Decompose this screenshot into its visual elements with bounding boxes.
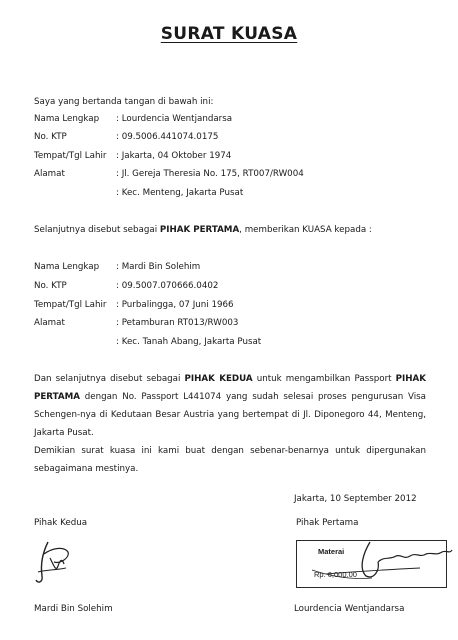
- body-paragraph-2: Demikian surat kuasa ini kami buat dengan sebenar-benarnya untuk dipergunakan sebagaimana mestinya.: [34, 446, 426, 474]
- field-label-nama: Nama Lengkap: [34, 114, 100, 124]
- stamp-label: Materai: [318, 547, 345, 556]
- left-role-label: Pihak Kedua: [34, 518, 88, 528]
- field-value-alamat: : Jl. Gereja Theresia No. 175, RT007/RW004: [116, 169, 304, 179]
- signature-right-image: [300, 534, 458, 586]
- stamp-value: Rp. 6,000.00: [314, 570, 357, 579]
- body-paragraph-1: Dan selanjutnya disebut sebagai PIHAK KEDUA untuk mengambilkan Passport PIHAK PERTAMA dengan No. Passport L441074 yang sudah selesai proses pengurusan Visa Schengen-nya di Kedutaan Besar Austria yang bertempat di Jl. Diponegoro 44, Menteng, Jakarta Pusat.: [34, 374, 426, 438]
- field-value-ktp: : 09.5006.441074.0175: [116, 132, 219, 142]
- right-role-label: Pihak Pertama: [296, 518, 359, 528]
- field-value-nama: : Mardi Bin Solehim: [116, 262, 201, 272]
- field-label-ktp: No. KTP: [34, 281, 67, 291]
- field-label-alamat: Alamat: [34, 318, 65, 328]
- field-value-ttl: : Jakarta, 04 Oktober 1974: [116, 151, 232, 161]
- field-value-alamat-cont: : Kec. Menteng, Jakarta Pusat: [116, 188, 244, 198]
- document-title: SURAT KUASA: [160, 24, 298, 44]
- field-value-ttl: : Purbalingga, 07 Juni 1966: [116, 300, 234, 310]
- field-value-nama: : Lourdencia Wentjandarsa: [116, 114, 233, 124]
- field-label-ttl: Tempat/Tgl Lahir: [34, 300, 107, 310]
- left-signer-name: Mardi Bin Solehim: [34, 604, 113, 614]
- right-signer-name: Lourdencia Wentjandarsa: [294, 604, 405, 614]
- field-label-nama: Nama Lengkap: [34, 262, 100, 272]
- intro-text: Saya yang bertanda tangan di bawah ini:: [34, 97, 214, 107]
- field-value-alamat: : Petamburan RT013/RW003: [116, 318, 239, 328]
- field-value-ktp: : 09.5007.070666.0402: [116, 281, 219, 291]
- field-label-ktp: No. KTP: [34, 132, 67, 142]
- field-label-alamat: Alamat: [34, 169, 65, 179]
- place-date: Jakarta, 10 September 2012: [294, 494, 417, 504]
- field-label-ttl: Tempat/Tgl Lahir: [34, 151, 107, 161]
- field-value-alamat-cont: : Kec. Tanah Abang, Jakarta Pusat: [116, 337, 262, 347]
- transition-text: Selanjutnya disebut sebagai PIHAK PERTAMA, memberikan KUASA kepada :: [34, 225, 372, 235]
- signature-left-image: [30, 536, 78, 586]
